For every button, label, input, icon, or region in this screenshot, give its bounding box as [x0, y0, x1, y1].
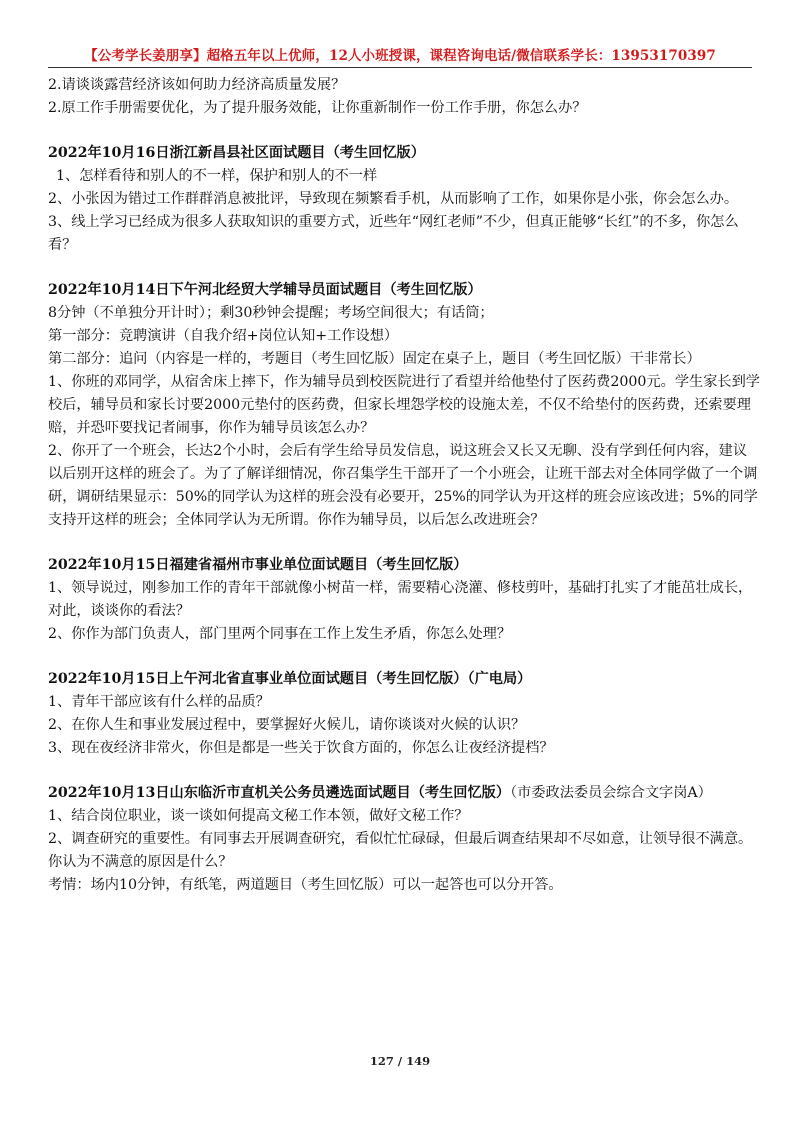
question-line: 1、青年干部应该有什么样的品质？ [48, 694, 270, 710]
question-line: 2、小张因为错过工作群群消息被批评，导致现在频繁看手机，从而影响了工作，如果你是小张，你会怎么办。 [48, 191, 739, 207]
section-fujian-fuzhou [48, 554, 760, 646]
intro-line: 2.原工作手册需要优化，为了提升服务效能，让你重新制作一份工作手册，你怎么办？ [48, 100, 587, 116]
question-line: 2、调查研究的重要性。有同事去开展调查研究，看似忙忙碌碌，但最后调查结果却不尽如意，让领导很不满意。你认为不满意的原因是什么？ [48, 831, 753, 870]
header-banner: 【公考学长姜朋享】超格五年以上优师，12人小班授课，课程咨询电话/微信联系学长：13953170397 [84, 48, 716, 64]
section-title-line [48, 782, 760, 805]
question-line: 3、线上学习已经成为很多人获取知识的重要方式，近些年“网红老师”不少，但真正能够“长红”的不多，你怎么看？ [48, 214, 739, 253]
question-line: 2、你作为部门负责人，部门里两个同事在工作上发生矛盾，你怎么处理？ [48, 626, 512, 642]
page-current: 127 [369, 1054, 394, 1068]
question-line: 1、领导说过，刚参加工作的青年干部就像小树苗一样，需要精心浇灌、修枝剪叶，基础打扎实了才能茁壮成长，对此，谈谈你的看法？ [48, 580, 753, 619]
header-divider [48, 67, 752, 68]
question-line: 第二部分：追问（内容是一样的，考题目（考生回忆版）固定在桌子上，题目（考生回忆版）干非常长） [48, 351, 701, 367]
section-shandong-linyi [48, 782, 760, 897]
question-line: 2、在你人生和事业发展过程中，要掌握好火候儿，请你谈谈对火候的认识？ [48, 717, 526, 733]
section-title-suffix: （市委政法委员会综合文字岗A） [510, 785, 712, 801]
section-hebei-jingmao [48, 279, 760, 532]
document-body [48, 74, 760, 897]
section-title: 2022年10月16日浙江新昌县社区面试题目（考生回忆版） [48, 145, 425, 161]
section-zhejiang-xinchang [48, 142, 760, 257]
section-title: 2022年10月15日福建省福州市事业单位面试题目（考生回忆版） [48, 557, 468, 573]
question-line: 2、你开了一个班会，长达2个小时，会后有学生给导员发信息，说这班会又长又无聊、没有学到任何内容，建议以后别开这样的班会了。为了了解详细情况，你召集学生干部开了一个小班会，让班干部去对全体同学做了一个调研，调研结果显示：50%的同学认为这样的班会没有必要开，25%的同学认为开这样的班会应该改进；5%的同学支持开这样的班会；全体同学认为无所谓。你作为辅导员，以后怎么改进班会？ [48, 443, 758, 528]
question-line: 8分钟（不单独分开计时）；剩30秒钟会提醒；考场空间很大；有话筒； [48, 305, 494, 321]
intro-line: 2.请谈谈露营经济该如何助力经济高质量发展？ [48, 77, 346, 93]
question-line: 第一部分：竞聘演讲（自我介绍+岗位认知+工作设想） [48, 328, 399, 344]
page-separator: / [397, 1054, 403, 1068]
section-title: 2022年10月14日下午河北经贸大学辅导员面试题目（考生回忆版） [48, 282, 482, 298]
question-line: 1、结合岗位职业，谈一谈如何提高文秘工作本领，做好文秘工作？ [48, 808, 469, 824]
page-number [0, 1054, 800, 1068]
question-line: 3、现在夜经济非常火，你但是都是一些关于饮食方面的，你怎么让夜经济提档？ [48, 740, 554, 756]
question-line: 1、怎样看待和别人的不一样，保护和别人的不一样 [56, 168, 378, 184]
section-title: 2022年10月15日上午河北省直事业单位面试题目（考生回忆版）（广电局） [48, 671, 532, 687]
page-total: 149 [406, 1054, 431, 1068]
intro-block [48, 74, 760, 120]
section-title: 2022年10月13日山东临沂市直机关公务员遴选面试题目（考生回忆版） [48, 785, 511, 801]
question-line: 考情：场内10分钟，有纸笔，两道题目（考生回忆版）可以一起答也可以分开答。 [48, 877, 563, 893]
question-line: 1、你班的邓同学，从宿舍床上摔下，作为辅导员到校医院进行了看望并给他垫付了医药费2000元。学生家长到学校后，辅导员和家长讨要2000元垫付的医药费，但家长埋怨学校的设施太差，不仅不给垫付的医药费，还索要理赔，并恐吓要找记者闹事，你作为辅导员该怎么办？ [48, 374, 760, 436]
section-hebei-shengzhi [48, 668, 760, 760]
